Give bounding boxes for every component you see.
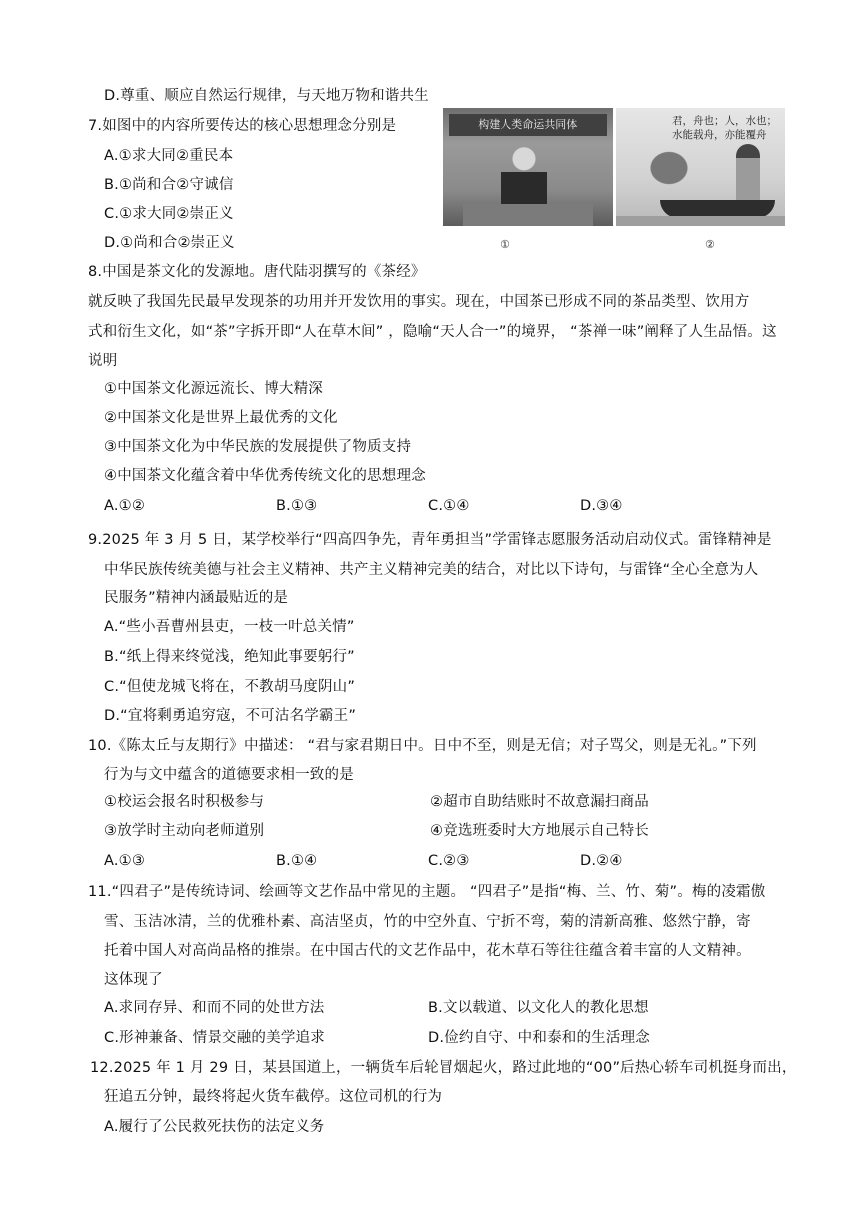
water-illustration [616, 216, 786, 226]
question-10-item-3: ③放学时主动向老师道别 [104, 823, 265, 839]
question-9-stem-line-1: 9.2025 年 3 月 5 日，某学校举行“四高四争先，青年勇担当”学雷锋志愿服务活动启动仪式。雷锋精神是 [88, 532, 772, 548]
question-8-option-a: A.①② [104, 498, 146, 514]
question-10-item-4: ④竞选班委时大方地展示自己特长 [430, 823, 649, 839]
question-8-item-4: ④中国茶文化蕴含着中华优秀传统文化的思想理念 [104, 468, 426, 484]
question-10-option-d: D.②④ [580, 853, 623, 869]
figure-panel-2-painting [616, 108, 786, 226]
figure-panel-1-photo [443, 108, 613, 226]
cloud-figure-illustration [646, 148, 692, 188]
question-8-stem-line-1: 8.中国是茶文化的发源地。唐代陆羽撰写的《茶经》 [88, 264, 426, 280]
question-9-option-c: C.“但使龙城飞将在，不教胡马度阴山” [104, 679, 356, 695]
question-10-option-a: A.①③ [104, 853, 146, 869]
question-8-item-2: ②中国茶文化是世界上最优秀的文化 [104, 410, 338, 426]
question-7-option-c: C.①求大同②崇正义 [104, 206, 234, 222]
question-10-stem-line-1: 10.《陈太丘与友期行》中描述： “君与家君期日中。日中不至，则是无信；对子骂父，则是无礼。”下列 [88, 738, 757, 754]
question-7-option-d: D.①尚和合②崇正义 [104, 235, 235, 251]
question-8-stem-line-2: 就反映了我国先民最早发现茶的功用并开发饮用的事实。现在，中国茶已形成不同的茶品类型、饮用方 [88, 294, 750, 310]
question-9-option-b: B.“纸上得来终觉浅，绝知此事要躬行” [104, 649, 355, 665]
question-11-option-b: B.文以载道、以文化人的教化思想 [428, 1000, 649, 1016]
question-6-option-d: D.尊重、顺应自然运行规律，与天地万物和谐共生 [104, 88, 429, 104]
question-8-item-1: ①中国茶文化源远流长、博大精深 [104, 381, 323, 397]
question-10-item-2: ②超市自助结账时不故意漏扫商品 [430, 794, 649, 810]
question-11-stem-line-4: 这体现了 [104, 972, 163, 988]
figure-panel-2-caption-line-2: 水能载舟，亦能覆舟 [672, 129, 767, 141]
question-10-item-1: ①校运会报名时积极参与 [104, 794, 265, 810]
question-12-stem-line-2: 狂追五分钟，最终将起火货车截停。这位司机的行为 [104, 1089, 443, 1105]
question-10-option-c: C.②③ [428, 853, 470, 869]
podium-shape [463, 204, 593, 226]
question-9-stem-line-2: 中华民族传统美德与社会主义精神、共产主义精神完美的结合，对比以下诗句，与雷锋“全心全意为人 [104, 562, 759, 578]
question-8-option-b: B.①③ [276, 498, 318, 514]
question-8-option-c: C.①④ [428, 498, 470, 514]
question-9-option-a: A.“些小吾曹州县吏，一枝一叶总关情” [104, 619, 355, 635]
question-7-option-a: A.①求大同②重民本 [104, 148, 234, 164]
question-7-figure [443, 108, 785, 226]
question-7-option-b: B.①尚和合②守诚信 [104, 177, 234, 193]
question-8-option-d: D.③④ [580, 498, 623, 514]
figure-panel-1-banner: 构建人类命运共同体 [449, 114, 607, 136]
question-8-stem-line-4: 说明 [88, 353, 118, 369]
question-8-item-3: ③中国茶文化为中华民族的发展提供了物质支持 [104, 439, 412, 455]
question-7-stem: 7.如图中的内容所要传达的核心思想理念分别是 [88, 118, 397, 134]
question-11-option-d: D.俭约自守、中和泰和的生活理念 [428, 1030, 650, 1046]
question-10-stem-line-2: 行为与文中蕴含的道德要求相一致的是 [104, 767, 354, 783]
figure-label-2: ② [705, 238, 715, 251]
question-11-stem-line-1: 11.“四君子”是传统诗词、绘画等文艺作品中常见的主题。 “四君子”是指“梅、兰、竹、菊”。梅的凌霜傲 [88, 884, 766, 900]
question-11-option-a: A.求同存异、和而不同的处世方法 [104, 1000, 325, 1016]
question-12-option-a: A.履行了公民救死扶伤的法定义务 [104, 1119, 325, 1135]
figure-panel-2-caption [672, 114, 777, 142]
question-8-stem-line-3: 式和衍生文化，如“茶”字拆开即“人在草木间” ，隐喻“天人合一”的境界， “茶禅一味”阐释了人生品悟。这 [88, 324, 777, 340]
question-11-stem-line-2: 雪、玉洁冰清，兰的优雅朴素、高洁坚贞，竹的中空外直、宁折不弯，菊的清新高雅、悠然宁静，寄 [104, 914, 751, 930]
question-11-stem-line-3: 托着中国人对高尚品格的推崇。在中国古代的文艺作品中，花木草石等往往蕴含着丰富的人文精神。 [104, 943, 751, 959]
question-9-option-d: D.“宜将剩勇追穷寇，不可沽名学霸王” [104, 708, 357, 724]
question-11-option-c: C.形神兼备、情景交融的美学追求 [104, 1030, 325, 1046]
figure-panel-2-caption-line-1: 君，舟也；人，水也； [672, 115, 777, 127]
question-10-option-b: B.①④ [276, 853, 318, 869]
figure-label-1: ① [500, 238, 510, 251]
question-9-stem-line-3: 民服务”精神内涵最贴近的是 [104, 590, 289, 606]
question-12-stem-line-1: 12.2025 年 1 月 29 日，某县国道上，一辆货车后轮冒烟起火，路过此地的“00”后热心轿车司机挺身而出， [90, 1060, 797, 1076]
